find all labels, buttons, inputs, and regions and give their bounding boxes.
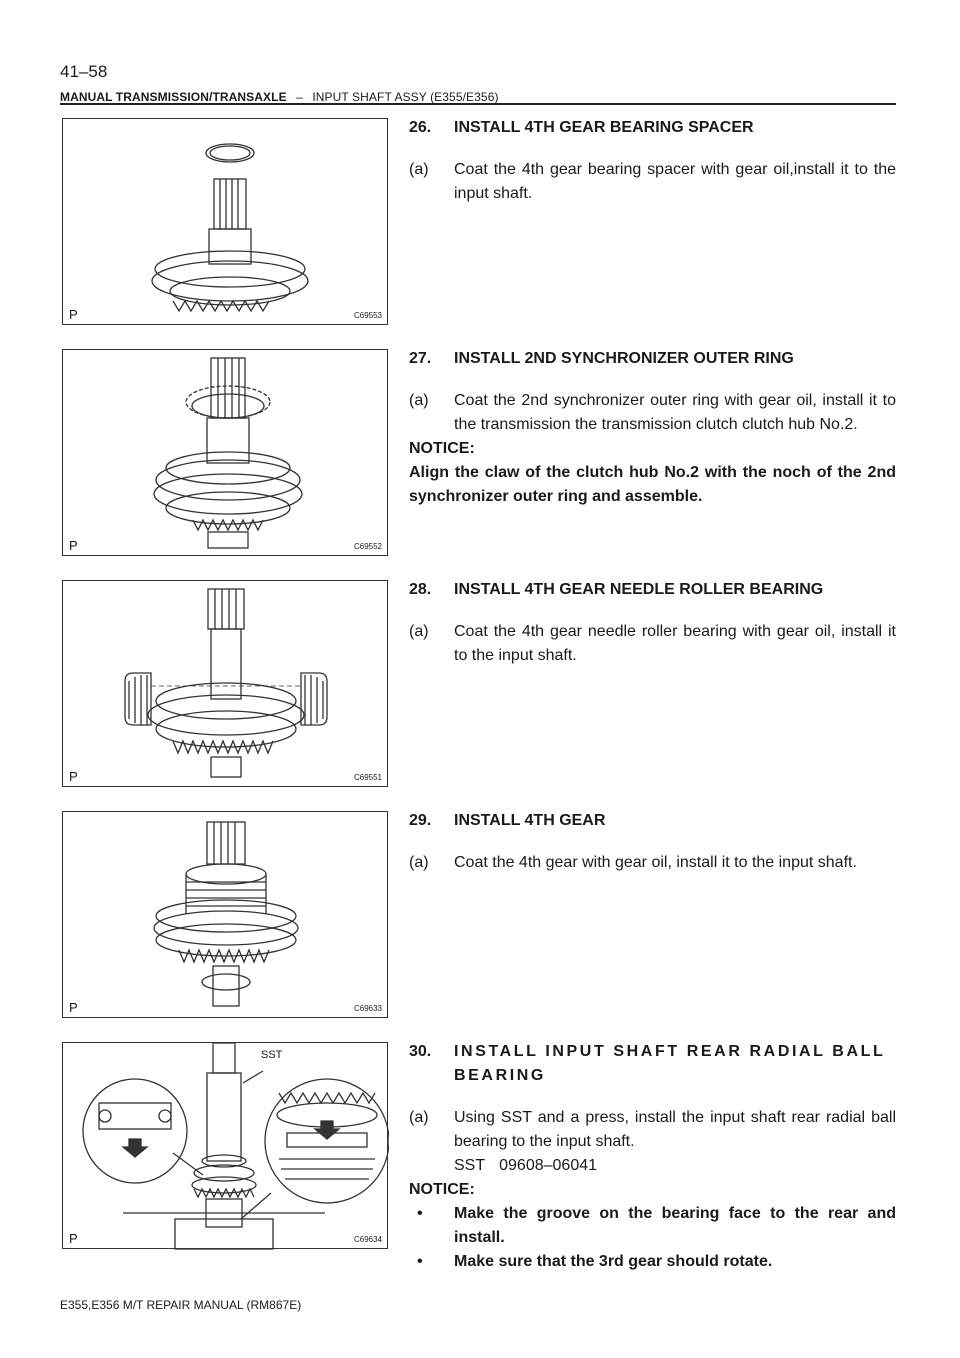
bullet-dot: • <box>417 1253 423 1270</box>
figure-p-mark: P <box>69 1231 78 1246</box>
figure-code: C69634 <box>353 1235 382 1244</box>
step-instruction <box>409 389 896 437</box>
sub-label: (a) <box>409 392 429 409</box>
figure-needle-roller-bearing <box>62 580 388 787</box>
sub-label: (a) <box>409 161 429 178</box>
figure-code: C69553 <box>353 311 382 320</box>
figure-4th-gear <box>62 811 388 1018</box>
figure-code: C69633 <box>353 1004 382 1013</box>
figure-p-mark: P <box>69 769 78 784</box>
header-separator: – <box>296 90 303 104</box>
sub-text: Coat the 4th gear bearing spacer with gear oil,install it to the input shaft. <box>454 161 896 202</box>
sub-label: (a) <box>409 854 429 871</box>
page-footer: E355,E356 M/T REPAIR MANUAL (RM867E) <box>60 1298 302 1312</box>
step-26 <box>409 116 896 206</box>
bullet-text: Make the groove on the bearing face to the rear and install. <box>454 1205 896 1246</box>
step-number: 29. <box>409 812 432 829</box>
step-heading <box>409 578 896 602</box>
notice-bullet <box>409 1250 896 1274</box>
step-29 <box>409 809 896 875</box>
step-instruction <box>409 620 896 668</box>
step-title: INSTALL 2ND SYNCHRONIZER OUTER RING <box>454 350 794 367</box>
step-number: 28. <box>409 581 432 598</box>
sst-code: 09608–06041 <box>499 1157 598 1174</box>
sub-label: (a) <box>409 623 429 640</box>
sub-text: Coat the 2nd synchronizer outer ring with gear oil, install it to the transmission the transmission clutch clutch hub No.2. <box>454 392 896 433</box>
figure-p-mark: P <box>69 307 78 322</box>
step-instruction <box>409 851 896 875</box>
figure-rear-radial-ball-bearing <box>62 1042 388 1249</box>
step-heading <box>409 809 896 833</box>
step-number: 26. <box>409 119 432 136</box>
section-title: MANUAL TRANSMISSION/TRANSAXLE <box>60 90 287 104</box>
notice-text: Align the claw of the clutch hub No.2 with the noch of the 2nd synchronizer outer ring and assemble. <box>409 464 896 505</box>
figure-code: C69552 <box>353 542 382 551</box>
notice-label: NOTICE: <box>409 1181 475 1198</box>
step-heading <box>409 1040 896 1088</box>
sub-text: Coat the 4th gear needle roller bearing with gear oil, install it to the input shaft. <box>454 623 896 664</box>
notice-label: NOTICE: <box>409 440 475 457</box>
step-title: INSTALL INPUT SHAFT REAR RADIAL BALL BEARING <box>454 1043 886 1084</box>
step-27 <box>409 347 896 509</box>
illustration-needle-roller-bearing <box>63 581 389 788</box>
page-number: 41–58 <box>60 62 108 81</box>
illustration-bearing-spacer <box>63 119 389 326</box>
illustration-4th-gear <box>63 812 389 1019</box>
step-title: INSTALL 4TH GEAR <box>454 812 606 829</box>
figure-code: C69551 <box>353 773 382 782</box>
figure-synchronizer-ring <box>62 349 388 556</box>
step-heading <box>409 116 896 140</box>
sst-reference <box>409 1154 896 1178</box>
illustration-rear-radial-ball-bearing <box>63 1043 389 1250</box>
notice-bullet <box>409 1202 896 1250</box>
step-instruction <box>409 158 896 206</box>
figure-bearing-spacer <box>62 118 388 325</box>
step-number: 30. <box>409 1043 432 1060</box>
bullet-text: Make sure that the 3rd gear should rotate. <box>454 1253 773 1270</box>
sst-callout-label: SST <box>261 1049 283 1061</box>
illustration-synchronizer-ring <box>63 350 389 557</box>
figure-p-mark: P <box>69 1000 78 1015</box>
sst-label: SST <box>454 1157 486 1174</box>
step-instruction <box>409 1106 896 1154</box>
step-heading <box>409 347 896 371</box>
step-number: 27. <box>409 350 432 367</box>
sub-label: (a) <box>409 1109 429 1126</box>
step-28 <box>409 578 896 668</box>
sub-text: Coat the 4th gear with gear oil, install it to the input shaft. <box>454 854 857 871</box>
header-rule <box>60 103 896 105</box>
step-title: INSTALL 4TH GEAR BEARING SPACER <box>454 119 754 136</box>
step-title: INSTALL 4TH GEAR NEEDLE ROLLER BEARING <box>454 581 824 598</box>
bullet-dot: • <box>417 1205 423 1222</box>
running-header <box>60 90 499 104</box>
subsection-title: INPUT SHAFT ASSY (E355/E356) <box>312 90 499 104</box>
step-30 <box>409 1040 896 1274</box>
figure-p-mark: P <box>69 538 78 553</box>
sub-text: Using SST and a press, install the input shaft rear radial ball bearing to the input shaft. <box>454 1109 896 1150</box>
